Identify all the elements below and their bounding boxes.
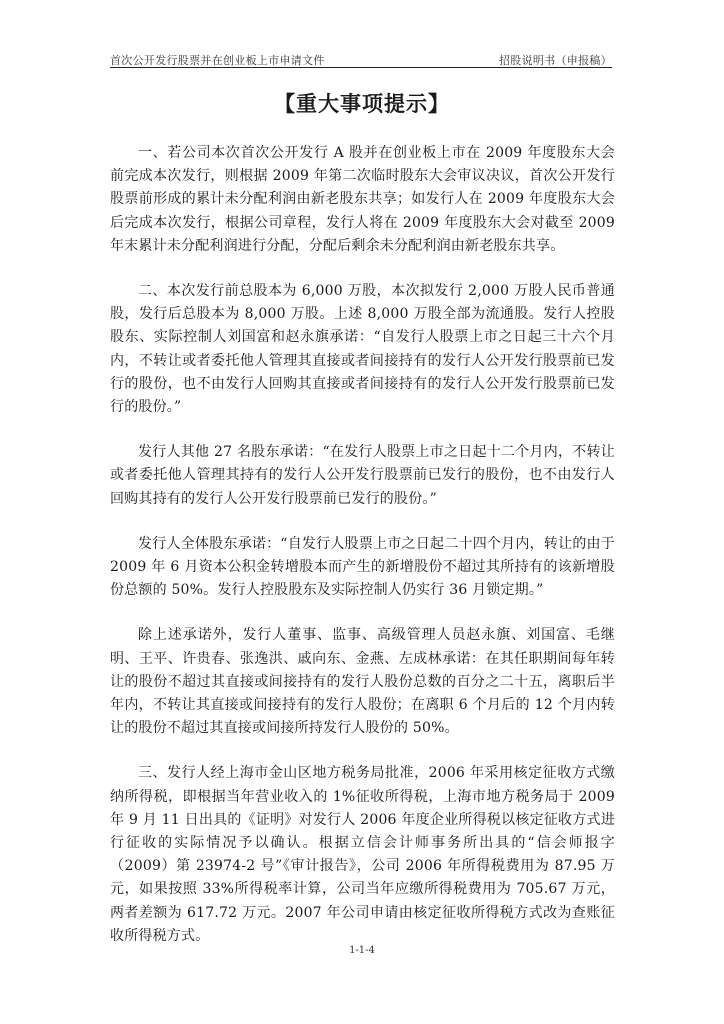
paragraph-3: 发行人其他 27 名股东承诺：“在发行人股票上市之日起十二个月内，不转让或者委托他人管理其持有的发行人公开发行股票前已发行的股份，也不由发行人回购其持有的发行人公开发行股票前已发行的股份。” — [110, 444, 615, 507]
header-document-name: 首次公开发行股票并在创业板上市申请文件 — [110, 54, 325, 67]
page-number: 1-1-4 — [349, 945, 375, 956]
header-document-type: 招股说明书（申报稿） — [499, 54, 612, 67]
paragraph-1: 一、若公司本次首次公开发行 A 股并在创业板上市在 2009 年度股东大会前完成本次发行，则根据 2009 年第二次临时股东大会审议决议，首次公开发行股票前形成的累计未分配利润由新老股东共享；如发行人在 2009 年度股东大会后完成本次发行，根据公司章程，发行人将在 2009 年度股东大会对截至 2009 年末累计未分配利润进行分配，分配后剩余未分配利润由新老股东共享。 — [110, 145, 615, 254]
paragraph-4: 发行人全体股东承诺：“自发行人股票上市之日起二十四个月内，转让的由于 2009 年 6 月资本公积金转增股本而产生的新增股份不超过其所持有的该新增股份总额的 50%。发行人控股股东及实际控制人仍实行 36 月锁定期。” — [110, 535, 615, 599]
paragraph-5: 除上述承诺外，发行人董事、监事、高级管理人员赵永旗、刘国富、毛继明、王平、许贵春、张逸洪、戚向东、金燕、左成林承诺：在其任职期间每年转让的股份不超过其直接或间接持有的发行人股份总数的百分之二十五，离职后半年内，不转让其直接或间接持有的发行人股份；在离职 6 个月后的 12 个月内转让的股份不超过其直接或间接所持发行人股份的 50%。 — [110, 627, 615, 737]
paragraph-6: 三、发行人经上海市金山区地方税务局批准，2006 年采用核定征收方式缴纳所得税，即根据当年营业收入的 1%征收所得税，上海市地方税务局于 2009 年 9 月 11 日出具的《证明》对发行人 2006 年度企业所得税以核定征收方式进行征收的实际情况予以确认。根据立信会计师事务所出具的“信会师报字（2009）第 23974-2 号”《审计报告》，公司 2006 年所得税费用为 87.95 万元，如果按照 33%所得税率计算，公司当年应缴所得税费用为 705.67 万元，两者差额为 617.72 万元。2007 年公司申请由核定征收所得税方式改为查账征收所得税方式。 — [110, 765, 615, 944]
page-header — [110, 50, 612, 68]
body-content — [110, 142, 615, 970]
paragraph-2: 二、本次发行前总股本为 6,000 万股，本次拟发行 2,000 万股人民币普通股，发行后总股本为 8,000 万股。上述 8,000 万股全部为流通股。发行人控股股东、实际控制人刘国富和赵永旗承诺：“自发行人股票上市之日起三十六个月内，不转让或者委托他人管理其直接或者间接持有的发行人公开发行股票前已发行的股份，也不由发行人回购其直接或者间接持有的发行人公开发行股票前已发行的股份。” — [110, 283, 615, 416]
header-divider — [110, 67, 612, 68]
section-title: 【重大事项提示】 — [274, 91, 450, 116]
